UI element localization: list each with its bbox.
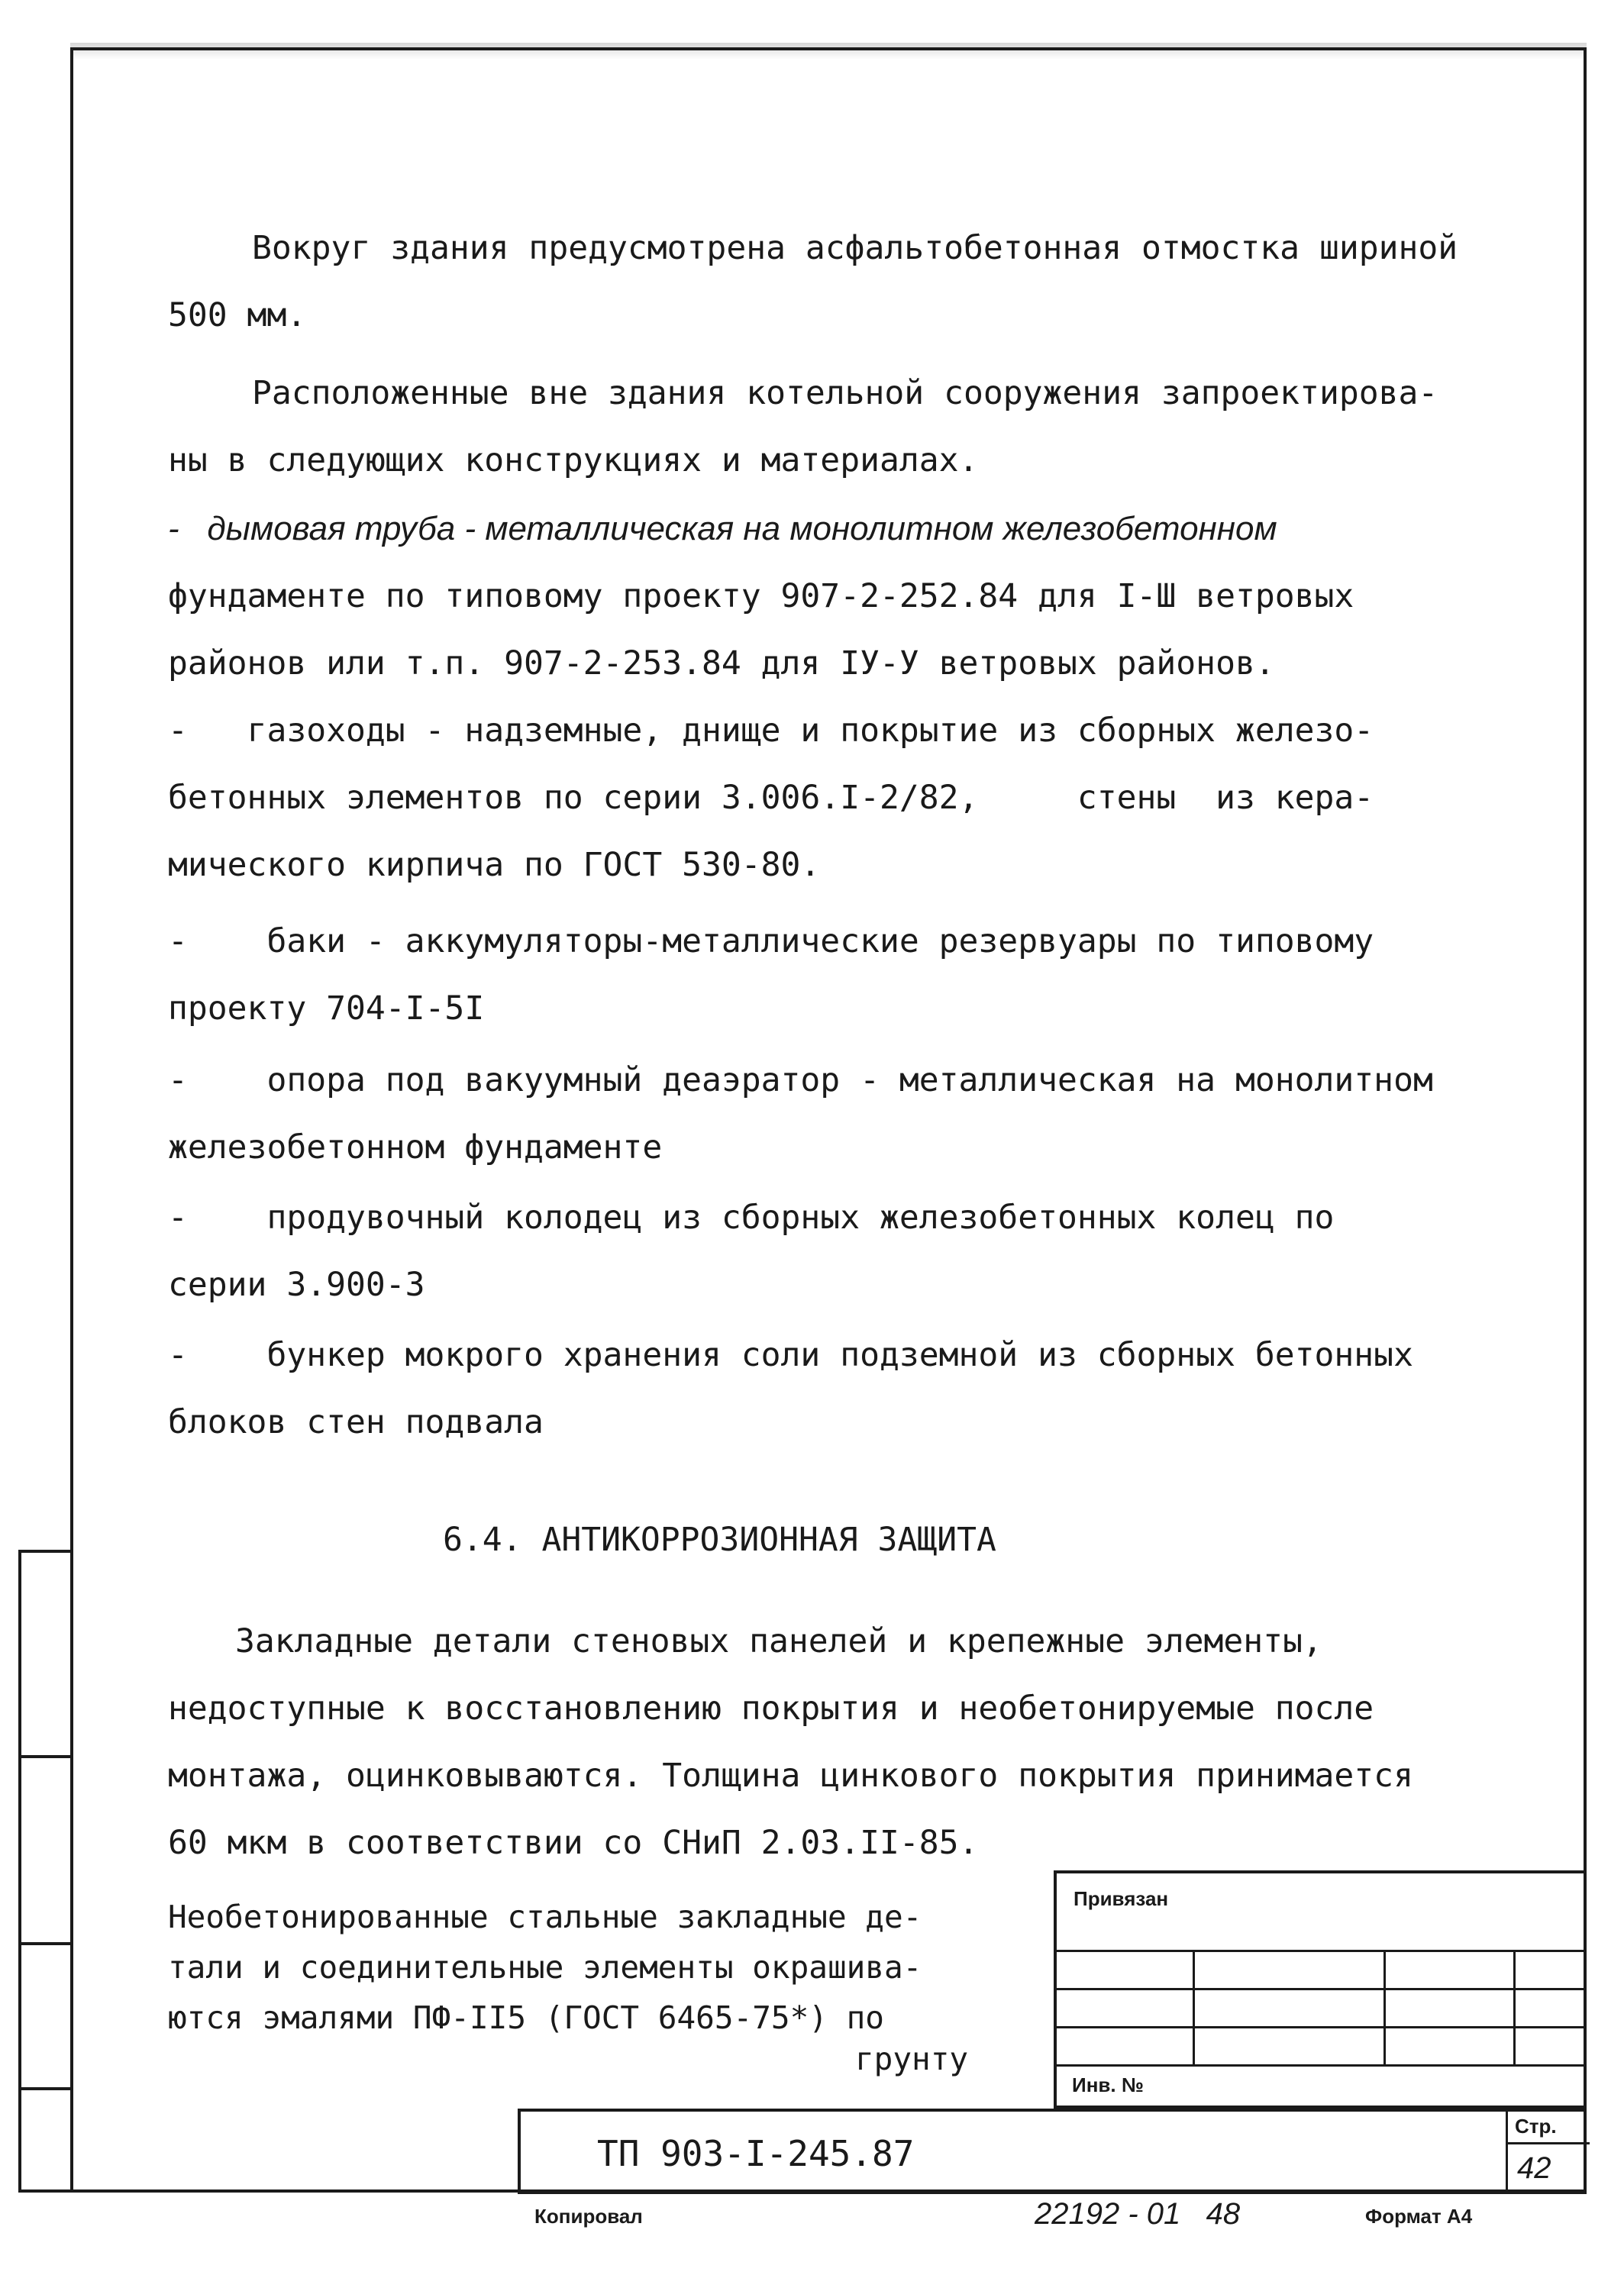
text-line: серии 3.900-3 [168, 1266, 425, 1304]
text-line: фундаменте по типовому проекту 907-2-252.84 для I-Ш ветровых [168, 577, 1354, 615]
binding-stamp [1054, 1870, 1587, 2109]
page-number: 42 [1517, 2151, 1551, 2185]
text-line: недоступные к восстановлению покрытия и необетонируемые после [168, 1689, 1374, 1728]
text-line: ны в следующих конструкциях и материалах. [168, 441, 979, 479]
text-line: - дымовая труба - металлическая на монолитном железобетонном [168, 510, 1277, 547]
doc-code: ТП 903-I-245.87 [597, 2133, 915, 2174]
text-line: блоков стен подвала [168, 1403, 544, 1441]
text-line: районов или т.п. 907-2-253.84 для IУ-У ветровых районов. [168, 644, 1275, 682]
text-line: - продувочный колодец из сборных железобетонных колец по [168, 1199, 1335, 1237]
page-label: Стр. [1515, 2115, 1557, 2138]
text-line: - газоходы - надземные, днище и покрытие из сборных железо- [168, 712, 1374, 750]
text-line: грунту [855, 2041, 969, 2077]
text-line: мического кирпича по ГОСТ 530-80. [168, 846, 821, 884]
text-line: - бункер мокрого хранения соли подземной из сборных бетонных [168, 1336, 1413, 1374]
stamp-privyazan: Привязан [1074, 1887, 1169, 1910]
section-heading: 6.4. АНТИКОРРОЗИОННАЯ ЗАЩИТА [443, 1521, 996, 1559]
text-line: железобетонном фундаменте [168, 1128, 663, 1167]
text-line: 500 мм. [168, 296, 307, 334]
text-line: бетонных элементов по серии 3.006.I-2/82, стены из кера- [168, 779, 1374, 817]
text-line: тали и соединительные элементы окрашива- [168, 1949, 922, 1986]
text-line: - баки - аккумуляторы-металлические резервуары по типовому [168, 922, 1374, 960]
text-line: ются эмалями ПФ-II5 (ГОСТ 6465-75*) по [168, 1999, 884, 2036]
text-line: проекту 704-I-5I [168, 989, 485, 1028]
text-line: Закладные детали стеновых панелей и крепежные элементы, [235, 1622, 1322, 1660]
text-line: Необетонированные стальные закладные де- [168, 1899, 922, 1935]
footer-copied: Копировал [534, 2205, 643, 2228]
text-line: Расположенные вне здания котельной сооружения запроектирова- [252, 374, 1438, 412]
title-block [518, 2109, 1587, 2194]
text-line: - опора под вакуумный деаэратор - металлическая на монолитном [168, 1061, 1433, 1099]
side-stamp [18, 1550, 73, 2193]
footer-order: 22192 - 01 48 [1035, 2197, 1241, 2231]
footer-format: Формат А4 [1365, 2205, 1473, 2228]
text-line: монтажа, оцинковываются. Толщина цинкового покрытия принимается [168, 1757, 1413, 1795]
text-line: Вокруг здания предусмотрена асфальтобетонная отмостка шириной [252, 229, 1458, 267]
text-line: 60 мкм в соответствии со СНиП 2.03.II-85. [168, 1824, 979, 1862]
stamp-inv: Инв. № [1072, 2073, 1144, 2096]
